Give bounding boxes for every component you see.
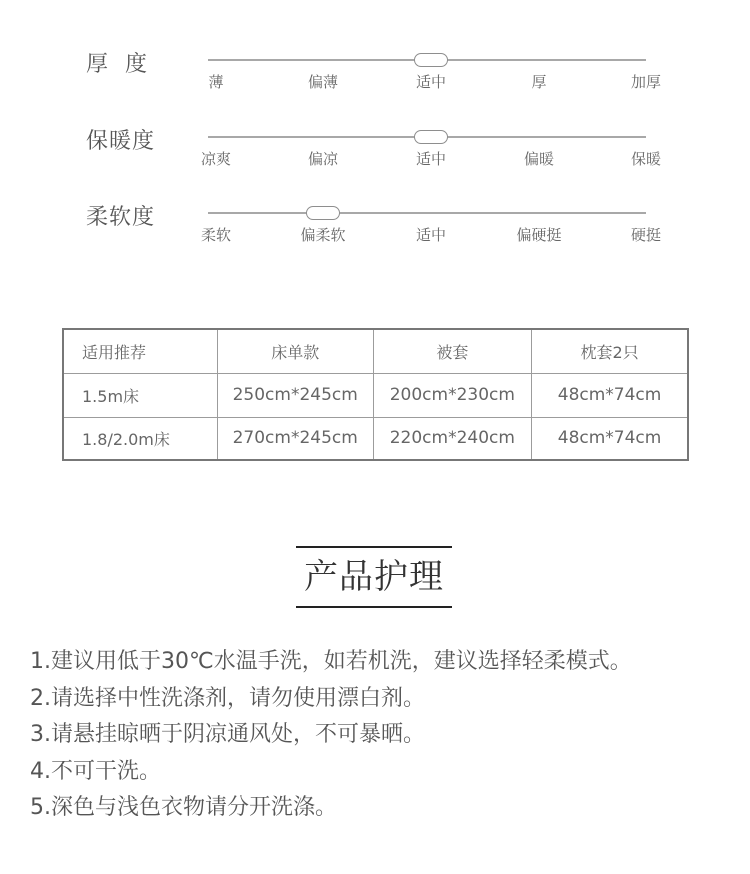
slider-option: 适中: [415, 226, 447, 244]
slider-option: 偏凉: [307, 150, 339, 168]
table-header-cell: 枕套2只: [532, 329, 688, 373]
table-header-cell: 被套: [373, 329, 532, 373]
slider-option: 偏硬挺: [516, 226, 562, 244]
list-item: 1.建议用低于30℃水温手洗，如若机洗，建议选择轻柔模式。: [30, 649, 632, 674]
slider-row-thickness: [0, 45, 750, 115]
table-cell: 250cm*245cm: [217, 373, 373, 417]
list-item: 3.请悬挂晾晒于阴凉通风处，不可暴晒。: [30, 722, 425, 747]
table-header-cell: 适用推荐: [63, 329, 217, 373]
slider-row-warmth: [0, 122, 750, 192]
list-item: 5.深色与浅色衣物请分开洗涤。: [30, 795, 337, 820]
slider-option: 薄: [208, 73, 224, 91]
slider-label: 厚 度: [86, 52, 148, 77]
table-cell: 1.5m床: [63, 373, 217, 417]
table-header-row: [63, 329, 688, 373]
table-row: [63, 417, 688, 460]
slider-option: 保暖: [630, 150, 662, 168]
slider-label: 保暖度: [86, 129, 156, 154]
list-item: 2.请选择中性洗涤剂，请勿使用漂白剂。: [30, 685, 425, 711]
slider-option: 适中: [415, 150, 447, 168]
table-row: [63, 373, 688, 417]
table-cell: 1.8/2.0m床: [63, 417, 217, 460]
slider-row-softness: [0, 198, 750, 268]
slider-track: [208, 212, 646, 214]
care-instructions-list: [30, 644, 750, 827]
slider-option: 加厚: [630, 73, 662, 91]
slider-option: 硬挺: [630, 226, 662, 244]
slider-option: 柔软: [200, 226, 232, 244]
table-cell: 200cm*230cm: [373, 373, 532, 417]
slider-label: 柔软度: [86, 205, 156, 230]
care-section-title: 产品护理: [296, 546, 452, 608]
size-table: [62, 328, 689, 461]
slider-option: 偏薄: [307, 73, 339, 91]
slider-knob: [414, 130, 448, 144]
slider-knob: [414, 53, 448, 67]
slider-option: 凉爽: [200, 150, 232, 168]
slider-option: 厚: [531, 73, 547, 91]
table-header-cell: 床单款: [217, 329, 373, 373]
table-cell: 270cm*245cm: [217, 417, 373, 460]
table-cell: 48cm*74cm: [532, 417, 688, 460]
slider-knob: [306, 206, 340, 220]
table-cell: 48cm*74cm: [532, 373, 688, 417]
slider-option: 偏柔软: [300, 226, 346, 244]
slider-option: 适中: [415, 73, 447, 91]
table-cell: 220cm*240cm: [373, 417, 532, 460]
slider-option: 偏暖: [523, 150, 555, 168]
list-item: 4.不可干洗。: [30, 758, 161, 784]
